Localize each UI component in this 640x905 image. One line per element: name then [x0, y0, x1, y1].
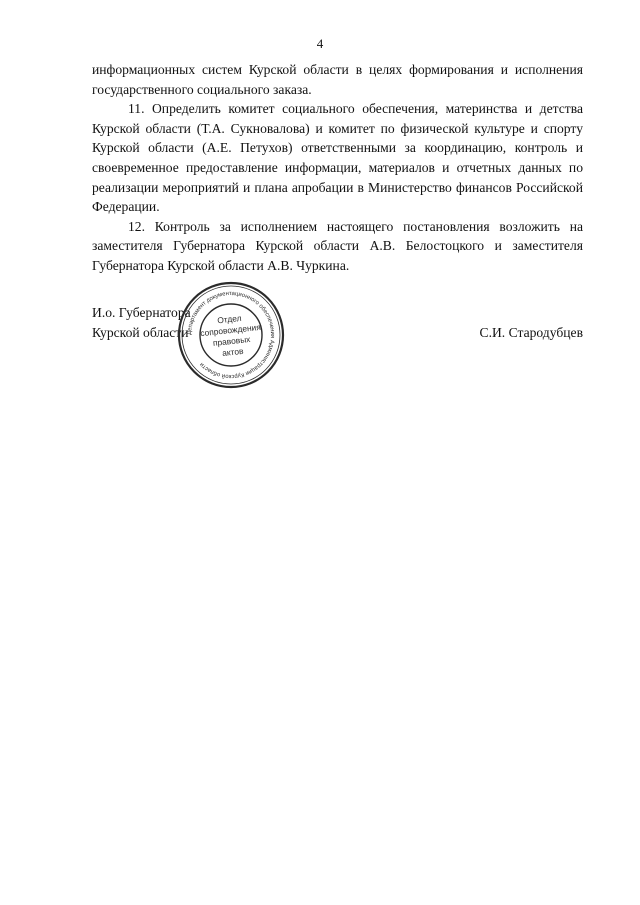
stamp-ring-text: Департамент документационного обеспечения Администрации Курской области: [186, 290, 276, 380]
signatory-position-line2: Курской области: [92, 324, 189, 340]
stamp-outer-ring: [179, 283, 283, 387]
document-body: [92, 60, 583, 276]
stamp-center-line3: правовых: [212, 334, 251, 348]
paragraph-12: 12. Контроль за исполнением настоящего постановления возложить на заместителя Губернатора Курской области А.В. Белостоцкого и заместителя Губернатора Курской области А.В. Чуркина.: [92, 218, 583, 273]
official-stamp: [176, 280, 286, 390]
paragraph-continuation: информационных систем Курской области в целях формирования и исполнения государственного социального заказа.: [92, 62, 583, 97]
signatory-position-line1: И.о. Губернатора: [92, 305, 191, 320]
stamp-center-line1: Отдел: [216, 312, 242, 326]
paragraph-11: 11. Определить комитет социального обеспечения, материнства и детства Курской области (Т.А. Сукновалова) и комитет по физической культуре и спорту Курской области (А.Е. Петухов) ответственными за координацию, контроль и своевременное предоставление информации, материалов и отчетных данных по реализации мероприятий и плана апробации в Министерство финансов Российской Федерации.: [92, 101, 583, 215]
stamp-seal: [176, 280, 286, 390]
signatory-name: С.И. Стародубцев: [479, 324, 583, 340]
stamp-outer-ring-inner: [182, 286, 280, 384]
stamp-center-line2: сопровождения: [199, 321, 262, 339]
stamp-center-line4: актов: [221, 345, 244, 358]
signature-block: [92, 303, 583, 403]
page-number: 4: [316, 36, 324, 51]
